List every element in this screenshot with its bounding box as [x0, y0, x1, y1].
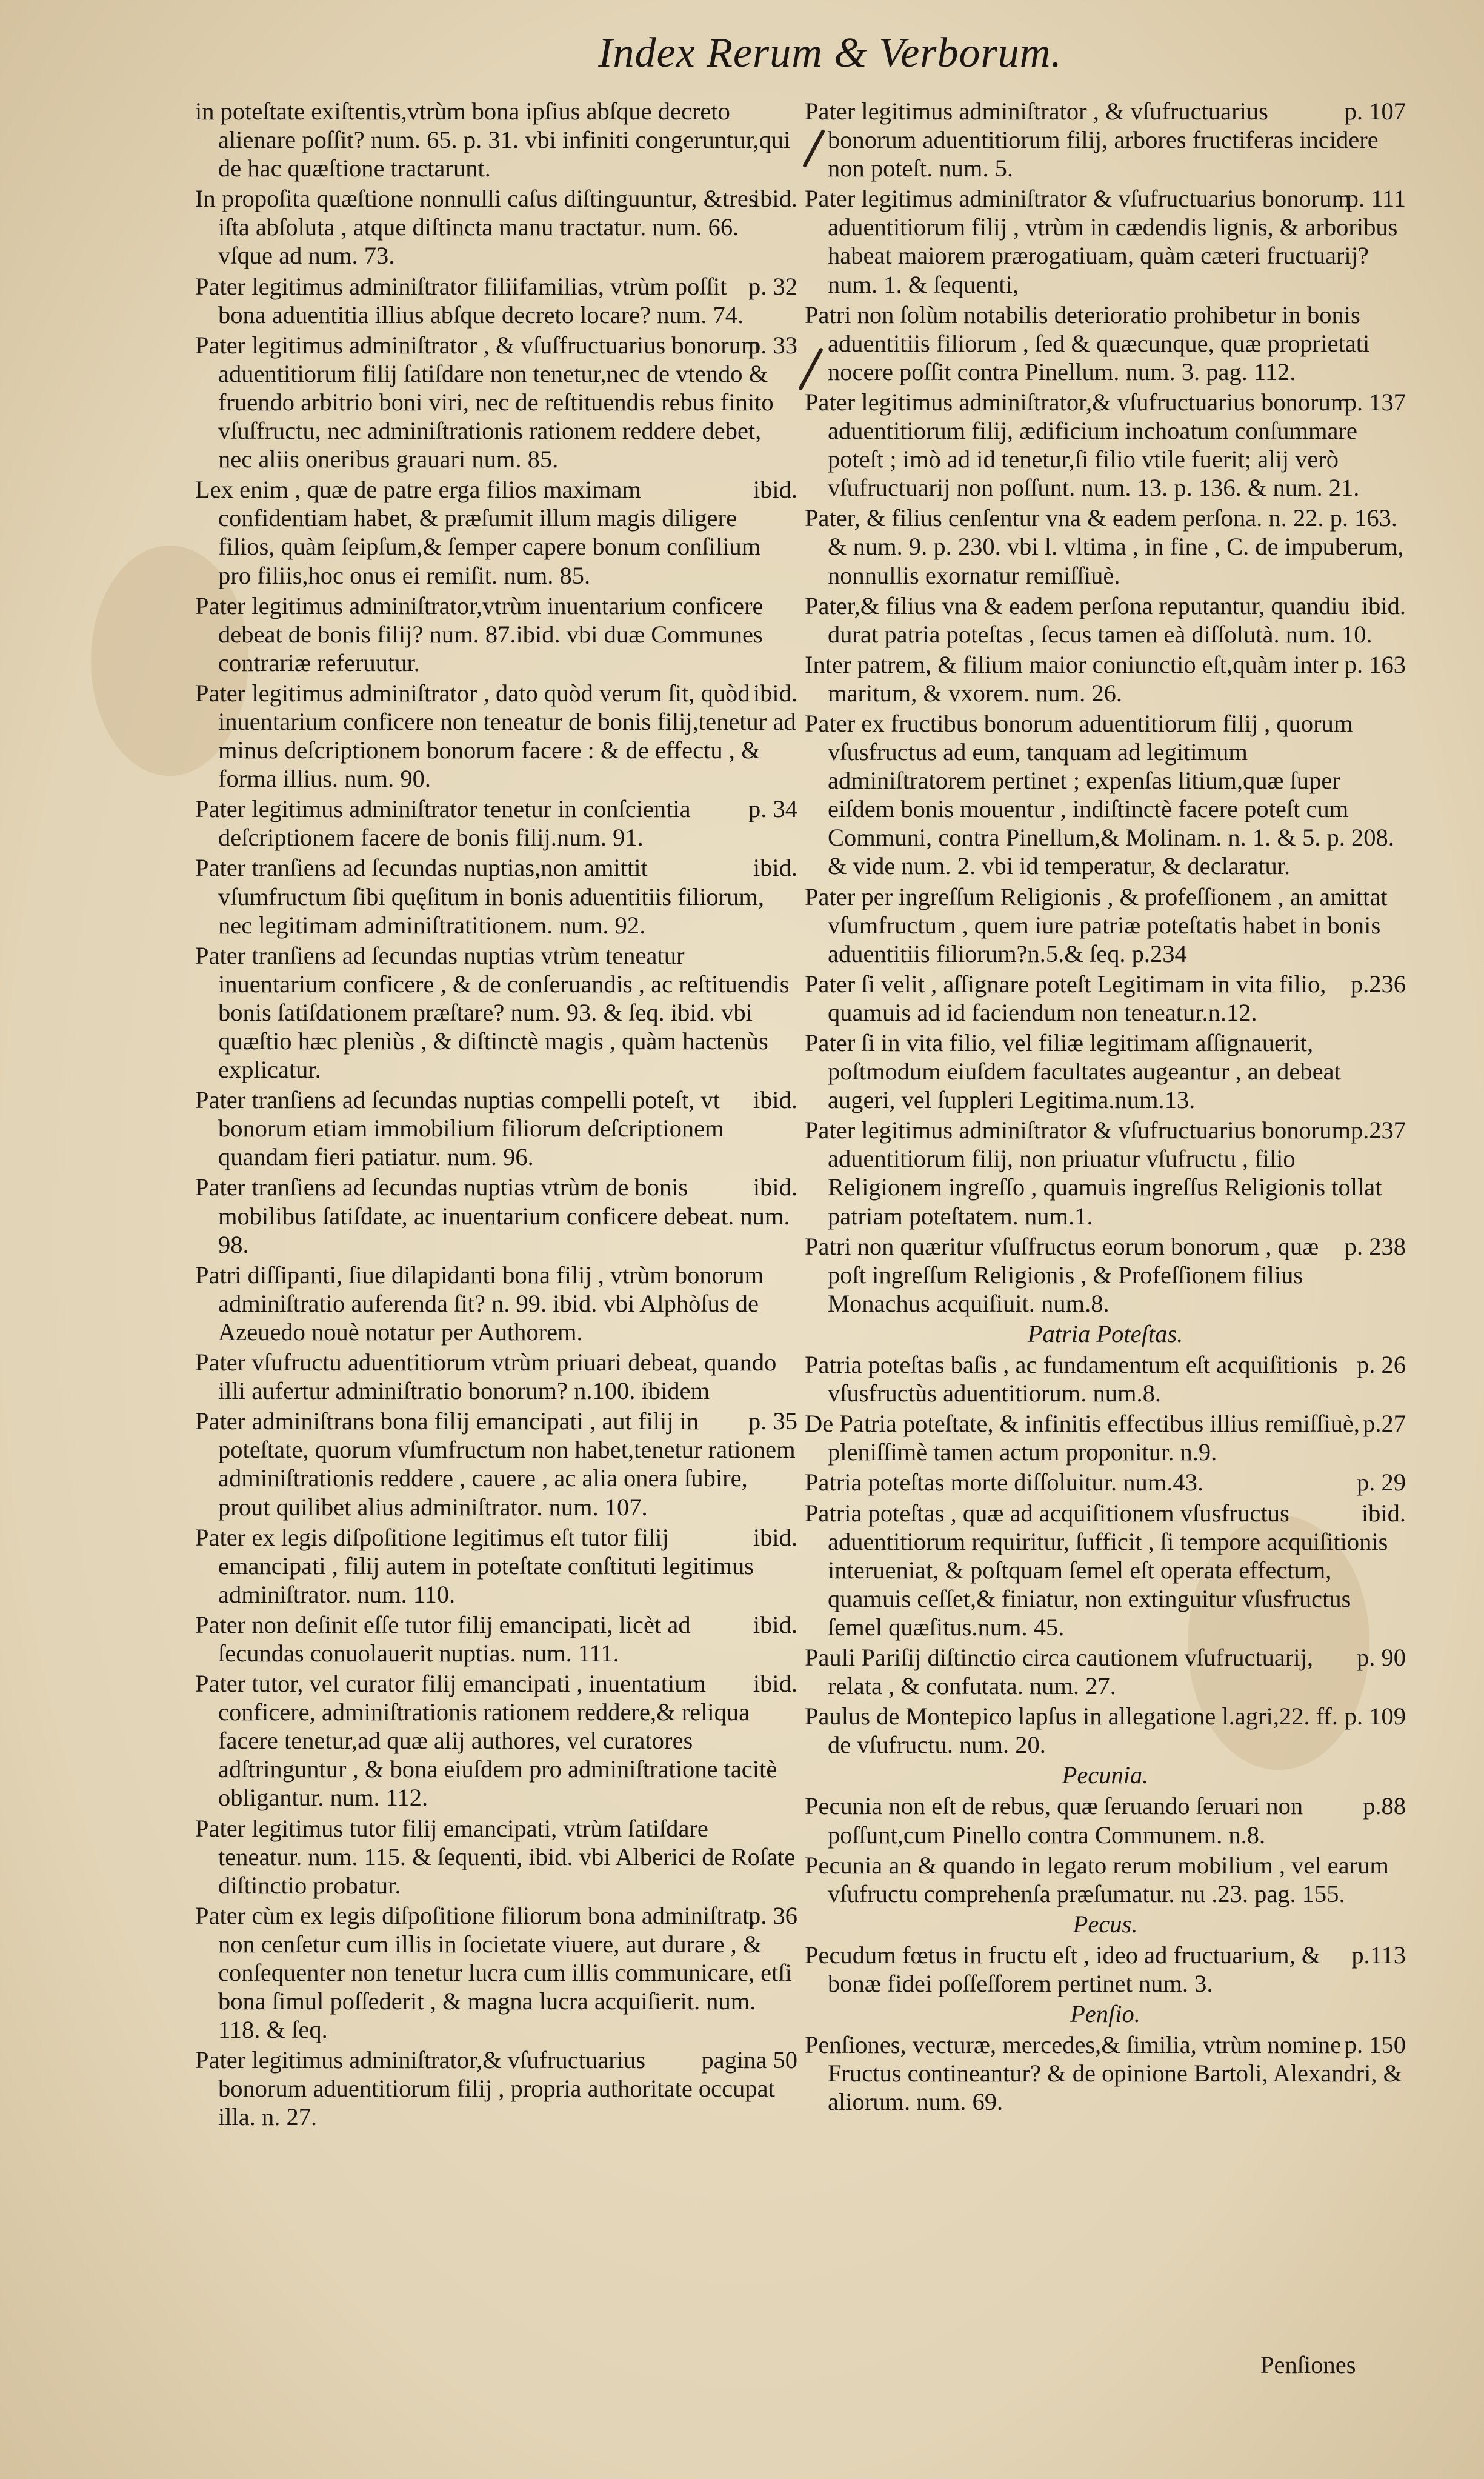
index-entry: [805, 1702, 1406, 1759]
entry-text: Pater,& filius vna & eadem perſona reputantur, quandiu durat patria poteſtas , ſecus tamen eà diſſolutà. num. 10.: [805, 592, 1373, 648]
entry-text: Pater tutor, vel curator filij emancipati , inuentatium conficere, adminiſtrationis rationem reddere,& reliqua facere tenetur,ad quæ alij authores, vel curatores adſtringuntur , & bona eiuſdem pro adminiſtratione tacitè obligantur. num. 112.: [195, 1670, 777, 1812]
entry-text: Pater legitimus adminiſtrator,& vſufructuarius bonorum aduentitiorum filij , propria authoritate occupat illa. n. 27.: [195, 2046, 775, 2131]
entry-text: Lex enim , quæ de patre erga filios maximam confidentiam habet, & præſumit illum magis diligere filios, quàm ſeipſum,& ſemper capere bonum conſilium pro filiis,hoc onus ei remiſit. num. 85.: [195, 476, 761, 589]
index-entry: [805, 97, 1406, 182]
entry-text: Pater vſufructu aduentitiorum vtrùm priuari debeat, quando illi aufertur adminiſtratio bonorum? n.100. ibidem: [195, 1349, 777, 1405]
entry-text: Pater legitimus adminiſtrator , dato quòd verum ſit, quòd inuentarium conficere non teneatur de bonis filij,tenetur ad minus deſcriptionem bonorum facere : & de effectu , & forma illius. num. 90.: [195, 679, 796, 793]
index-entry: [805, 301, 1406, 386]
entry-text: Pater ſi velit , aſſignare poteſt Legitimam in vita filio, quamuis ad id faciendum non teneatur.n.12.: [805, 970, 1326, 1026]
entry-text: Inter patrem, & filium maior coniunctio eſt,quàm inter maritum, & vxorem. num. 26.: [805, 650, 1339, 707]
entry-text: Pecudum fœtus in fructu eſt , ideo ad fructuarium, & bonæ fidei poſſeſſorem pertinet num. 3.: [805, 1941, 1321, 1997]
index-entry: [195, 97, 797, 182]
entry-text: Pater tranſiens ad ſecundas nuptias vtrùm de bonis mobilibus ſatiſdate, ac inuentarium conficere debeat. num. 98.: [195, 1173, 790, 1258]
entry-text: Patri non quæritur vſuſfructus eorum bonorum , quæ poſt ingreſſum Religionis , & Profeſſionem filius Monachus acquiſiuit. num.8.: [805, 1232, 1319, 1317]
entry-page-ref: pagina 50: [701, 2046, 797, 2074]
entry-text: Pater per ingreſſum Religionis , & profeſſionem , an amittat vſumfructum , quem iure patriæ poteſtatis habet in bonis aduentitiis filiorum?n.5.& ſeq. p.234: [805, 882, 1388, 967]
entry-page-ref: p. 111: [1346, 185, 1406, 213]
entry-text: Pater tranſiens ad ſecundas nuptias compelli poteſt, vt bonorum etiam immobilium filiorum deſcriptionem quandam fieri patiatur. num. 96.: [195, 1086, 724, 1171]
entry-text: Pater tranſiens ad ſecundas nuptias,non amittit vſumfructum ſibi quęſitum in bonis aduentitiis filiorum, nec legitimam adminiſtratitionem. num. 92.: [195, 854, 765, 939]
entry-page-ref: p. 163: [1344, 650, 1406, 678]
entry-page-ref: ibid.: [753, 1086, 797, 1114]
entry-page-ref: p. 29: [1357, 1469, 1406, 1496]
section-heading: Penſio.: [1070, 2000, 1140, 2028]
catchword: Penſiones: [1260, 2351, 1356, 2378]
entry-page-ref: p.113: [1351, 1941, 1406, 1969]
entry-text: Pecunia non eſt de rebus, quæ ſeruando ſeruari non poſſunt,cum Pinello contra Communem. n.8.: [805, 1792, 1303, 1849]
entry-text: Pater legitimus adminiſtrator filiifamilias, vtrùm poſſit bona aduentitia illius abſque decreto locare? num. 74.: [195, 272, 744, 329]
index-entry: [805, 1029, 1406, 1114]
section-heading: Pecus.: [1073, 1910, 1138, 1938]
section-heading: Pecunia.: [1062, 1761, 1149, 1789]
entry-page-ref: ibid.: [753, 1670, 797, 1698]
index-entry: [805, 650, 1406, 707]
index-entry: [195, 1814, 797, 1900]
entry-page-ref: p. 109: [1344, 1703, 1406, 1730]
index-entry: [195, 679, 797, 793]
index-entry: [195, 1173, 797, 1258]
index-entry: [195, 272, 797, 329]
entry-text: Pater non deſinit eſſe tutor filij emancipati, licèt ad ſecundas conuolauerit nuptias. num. 111.: [195, 1610, 691, 1667]
page-title: Index Rerum & Verborum.: [598, 30, 1062, 76]
index-entry: [805, 1350, 1406, 1407]
entry-text: Pecunia an & quando in legato rerum mobilium , vel earum vſufructu comprehenſa præſumatur. nu .23. pag. 155.: [805, 1851, 1389, 1907]
entry-page-ref: p.236: [1350, 970, 1406, 998]
index-entry: [195, 2046, 797, 2131]
entry-text: In propoſita quæſtione nonnulli caſus diſtinguuntur, &tres iſta abſoluta , atque diſtincta manu tractatur. num. 66. vſque ad num. 73.: [195, 185, 758, 270]
entry-text: Pater legitimus adminiſtrator,& vſufructuarius bonorum aduentitiorum filij, ædificium inchoatum conſummare poteſt ; imò ad id tenetur,ſi filio vtile fuerit; alij verò vſufructuarij non poſſunt. num. 13. p. 136. & num. 21.: [805, 388, 1360, 502]
entry-page-ref: p.237: [1350, 1116, 1406, 1144]
entry-text: Pater legitimus adminiſtrator , & vſuſfructuarius bonorum aduentitiorum filij ſatiſdare non tenetur,nec de vtendo & fruendo arbitrio boni viri, nec de reſtituendis rebus finito vſuſfructu, nec adminiſtrationis rationem reddere debet, nec aliis oneribus grauari num. 85.: [195, 331, 774, 473]
entry-text: Pater legitimus adminiſtrator , & vſufructuarius bonorum aduentitiorum filij, arbores fructiferas incidere non poteſt. num. 5.: [805, 98, 1379, 182]
index-entry: [805, 184, 1406, 298]
entry-text: Pater legitimus adminiſtrator tenetur in conſcientia deſcriptionem facere de bonis filij.num. 91.: [195, 795, 691, 852]
index-entry: [195, 475, 797, 589]
left-index-column: [195, 97, 797, 2134]
entry-text: Pater legitimus tutor filij emancipati, vtrùm ſatiſdare teneatur. num. 115. & ſequenti, ibid. vbi Alberici de Roſate diſtinctio probatur.: [195, 1814, 796, 1899]
index-entry: [195, 1669, 797, 1812]
index-entry: [195, 592, 797, 677]
index-entry: [805, 970, 1406, 1027]
index-entry: [805, 592, 1406, 649]
entry-text: Patri diſſipanti, ſiue dilapidanti bona filij , vtrùm bonorum adminiſtratio auferenda ſit? n. 99. ibid. vbi Alphòſus de Azeuedo nouè notatur per Authorem.: [195, 1261, 764, 1346]
entry-page-ref: ibid.: [753, 1523, 797, 1551]
index-entry: [805, 1468, 1406, 1496]
entry-page-ref: p. 32: [748, 272, 797, 300]
entry-text: Pater, & filius cenſentur vna & eadem perſona. n. 22. p. 163. & num. 9. p. 230. vbi l. vltima , in fine , C. de impuberum, nonnullis exornatur remiſſiuè.: [805, 504, 1404, 589]
index-entry: [805, 388, 1406, 502]
entry-page-ref: ibid.: [1361, 592, 1406, 619]
entry-page-ref: p. 35: [748, 1407, 797, 1435]
entry-page-ref: ibid.: [753, 679, 797, 707]
entry-page-ref: ibid.: [1361, 1499, 1406, 1527]
entry-text: Patria poteſtas , quæ ad acquiſitionem vſusfructus aduentitiorum requiritur, ſufficit , ſi tempore acquiſitionis interueniat, & poſtquam ſemel eſt operata effectum, quamuis ceſſet,& finiatur, non extinguitur vſusfructus ſemel quæſitus.num. 45.: [805, 1499, 1388, 1641]
entry-page-ref: p. 33: [748, 331, 797, 359]
entry-text: Paulus de Montepico lapſus in allegatione l.agri,22. ff. de vſufructu. num. 20.: [805, 1703, 1338, 1759]
entry-page-ref: p.27: [1363, 1410, 1406, 1438]
index-entry: [195, 1610, 797, 1667]
entry-text: Pater adminiſtrans bona filij emancipati , aut filij in poteſtate, quorum vſumfructum non habet,tenetur rationem adminiſtrationis reddere , cauere , ac alia onera ſubire, prout quilibet alius adminiſtrator. num. 107.: [195, 1407, 796, 1521]
section-heading: Patria Poteſtas.: [1027, 1320, 1183, 1347]
entry-text: Pater legitimus adminiſtrator & vſufructuarius bonorum aduentitiorum filij , vtrùm in cædendis lignis, & arboribus habeat maiorem prærogatiuam, quàm cæteri fructuarij? num. 1. & ſequenti,: [805, 185, 1398, 298]
index-entry: [195, 1523, 797, 1609]
entry-page-ref: p. 150: [1344, 2031, 1406, 2059]
index-entry: [805, 1499, 1406, 1641]
index-entry: [805, 1116, 1406, 1230]
entry-text: Pater ex fructibus bonorum aduentitiorum filij , quorum vſusfructus ad eum, tanquam ad legitimum adminiſtratorem pertinet ; expenſas litium,quæ ſuper eiſdem bonis mouentur , indiſtinctè facere poteſt cum Communi, contra Pinellum,& Molinam. n. 1. & 5. p. 208. & vide num. 2. vbi id temperatur, & declaratur.: [805, 709, 1394, 880]
entry-page-ref: ibid.: [753, 476, 797, 504]
index-entry: [805, 1643, 1406, 1700]
entry-text: Pater cùm ex legis diſpoſitione filiorum bona adminiſtrat, non cenſetur cum illis in ſocietate viuere, aut durare , & conſequenter non tenetur lucra cum illis communicare, etſi bona ſimul poſſederit , & magna lucra acquiſierit. num. 118. & ſeq.: [195, 1901, 792, 2044]
index-entry: [195, 184, 797, 270]
index-entry: [805, 2030, 1406, 2116]
entry-page-ref: ibid.: [753, 185, 797, 213]
index-entry: [805, 1851, 1406, 1908]
index-entry: [805, 882, 1406, 968]
entry-text: Pater legitimus adminiſtrator,vtrùm inuentarium conficere debeat de bonis filij? num. 87.ibid. vbi duæ Communes contrariæ referuutur.: [195, 592, 764, 676]
entry-text: Penſiones, vecturæ, mercedes,& ſimilia, vtrùm nomine Fructus contineantur? & de opinione Bartoli, Alexandri, & aliorum. num. 69.: [805, 2031, 1403, 2116]
entry-page-ref: p. 137: [1344, 388, 1406, 416]
index-entry: [195, 1407, 797, 1521]
index-entry: [195, 1901, 797, 2044]
entry-page-ref: p. 107: [1344, 98, 1406, 125]
index-entry: [195, 853, 797, 939]
index-entry: [195, 1086, 797, 1171]
index-entry: [195, 1348, 797, 1405]
index-entry: [805, 1792, 1406, 1849]
index-entry: [805, 1232, 1406, 1318]
index-entry: [195, 1261, 797, 1346]
right-index-column: [805, 97, 1406, 2118]
entry-page-ref: p. 238: [1344, 1232, 1406, 1260]
entry-text: Pater ex legis diſpoſitione legitimus eſt tutor filij emancipati , filij autem in poteſtate conſtituti legitimus adminiſtrator. num. 110.: [195, 1523, 754, 1608]
index-entry: [805, 1941, 1406, 1998]
entry-page-ref: p. 36: [748, 1901, 797, 1929]
entry-text: Patri non ſolùm notabilis deterioratio prohibetur in bonis aduentitiis filiorum , ſed & quæcunque, quæ proprietati nocere poſſit contra Pinellum. num. 3. pag. 112.: [805, 301, 1370, 385]
index-entry: [195, 331, 797, 473]
entry-text: Patria poteſtas baſis , ac fundamentum eſt acquiſitionis vſusfructùs aduentitiorum. num.8.: [805, 1351, 1338, 1407]
entry-text: Pater legitimus adminiſtrator & vſufructuarius bonorum aduentitiorum filij, non priuatur vſufructu , filio Religionem ingreſſo , quamuis ingreſſus Religionis tollat patriam poteſtatem. num.1.: [805, 1116, 1382, 1230]
entry-page-ref: ibid.: [753, 1610, 797, 1638]
entry-page-ref: ibid.: [753, 854, 797, 882]
entry-page-ref: p. 26: [1357, 1351, 1406, 1379]
entry-text: Pauli Pariſij diſtinctio circa cautionem vſufructuarij, relata , & confutata. num. 27.: [805, 1643, 1314, 1700]
entry-text: Pater ſi in vita filio, vel filiæ legitimam aſſignauerit, poſtmodum eiuſdem facultates augeantur , an debeat augeri, vel ſuppleri Legitima.num.13.: [805, 1029, 1341, 1114]
entry-page-ref: ibid.: [753, 1173, 797, 1201]
index-entry: [805, 709, 1406, 881]
index-entry: [195, 941, 797, 1084]
entry-text: Patria poteſtas morte diſſoluitur. num.43.: [805, 1469, 1204, 1496]
index-entry: [805, 1409, 1406, 1466]
entry-text: in poteſtate exiſtentis,vtrùm bona ipſius abſque decreto alienare poſſit? num. 65. p. 31. vbi infiniti congeruntur,qui de hac quæſtione tractarunt.: [195, 98, 791, 182]
entry-page-ref: p. 90: [1357, 1643, 1406, 1671]
index-entry: [195, 795, 797, 852]
entry-page-ref: p.88: [1363, 1792, 1406, 1820]
entry-page-ref: p. 34: [748, 795, 797, 823]
entry-text: Pater tranſiens ad ſecundas nuptias vtrùm teneatur inuentarium conficere , & de conſeruandis , ac reſtituendis bonis ſatiſdationem præſtare? num. 93. & ſeq. ibid. vbi quæſtio hæc pleniùs , & diſtinctè magis , quàm hactenùs explicatur.: [195, 941, 790, 1084]
index-entry: [805, 504, 1406, 589]
entry-text: De Patria poteſtate, & infinitis effectibus illius remiſſiuè, pleniſſimè tamen actum proponitur. n.9.: [805, 1410, 1360, 1466]
